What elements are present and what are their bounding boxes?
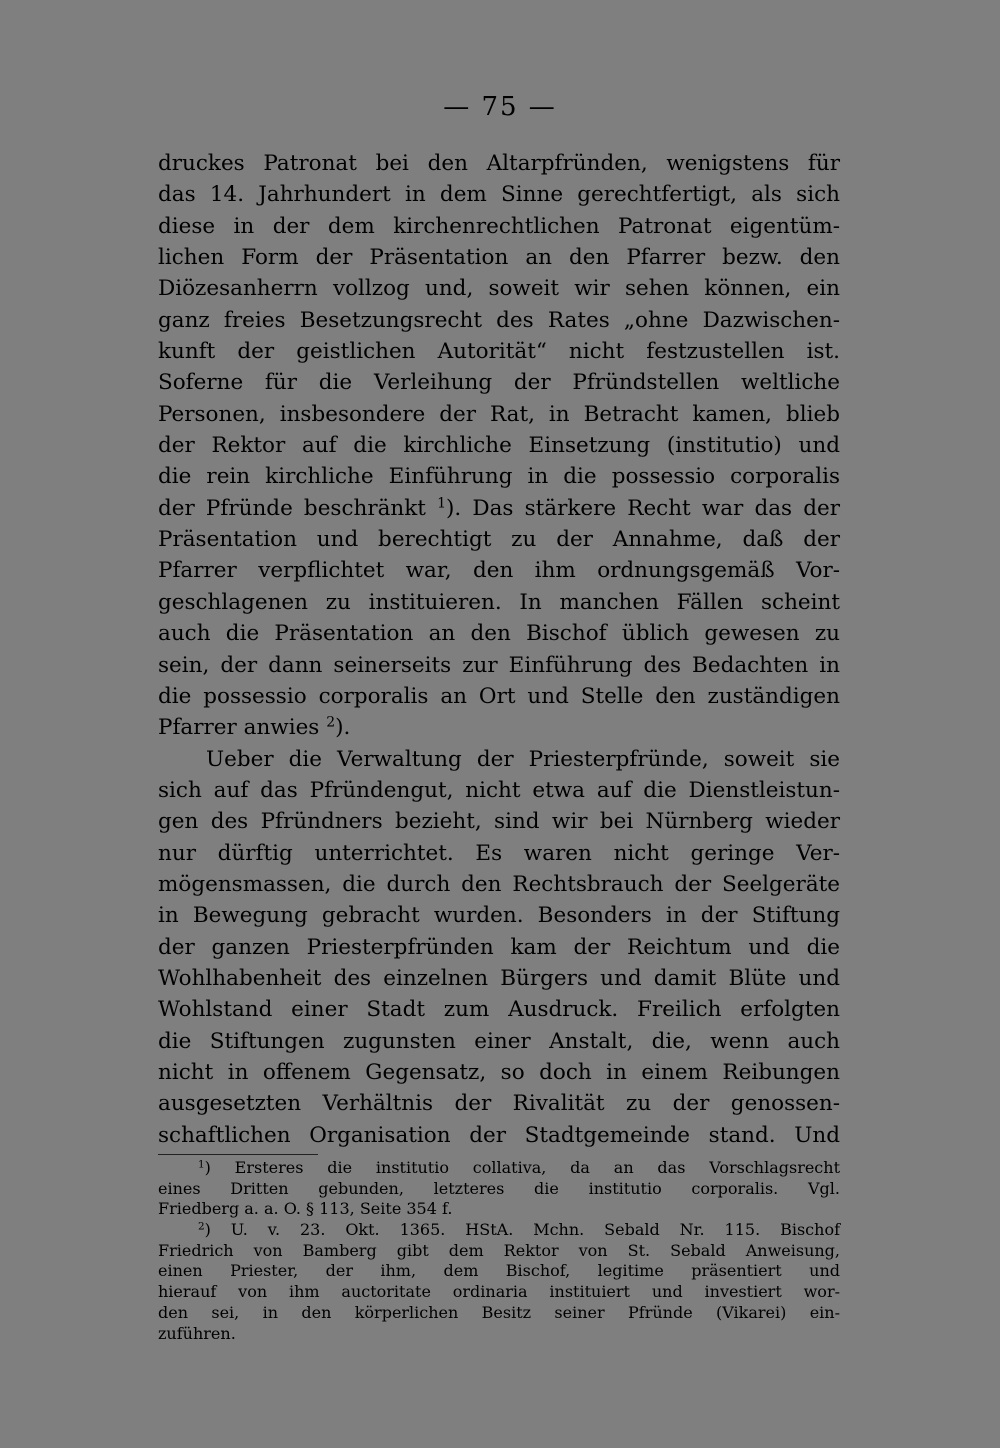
body-line (158, 932, 840, 963)
body-line (158, 555, 840, 586)
line-text: Präsentation und berechtigt zu der Annahme, daß der (158, 527, 840, 553)
body-line (158, 681, 840, 712)
line-text: mögensmassen, die durch den Rechtsbrauch der Seelgeräte (158, 871, 840, 897)
body-line (158, 869, 840, 900)
line-text: der Pfründe beschränkt (158, 495, 426, 521)
footnote-line (158, 1179, 840, 1200)
footnote-line (158, 1241, 840, 1262)
body-text (158, 148, 840, 1151)
body-line (158, 744, 840, 775)
line-text: sich auf das Pfründengut, nicht etwa auf die Dienstleistun- (158, 777, 840, 803)
line-text: ganz freies Besetzungsrecht des Rates „ohne Dazwischen- (158, 307, 840, 333)
line-text: der ganzen Priesterpfründen kam der Reichtum und die (158, 934, 840, 960)
footnote-marker: 1 (198, 1158, 205, 1171)
line-text: Ueber die Verwaltung der Priesterpfründe, soweit sie (206, 746, 840, 772)
line-text: Wohlhabenheit des einzelnen Bürgers und damit Blüte und (158, 965, 840, 991)
line-text: Friedrich von Bamberg gibt dem Rektor von St. Sebald Anweisung, (158, 1240, 840, 1260)
body-line (158, 367, 840, 398)
body-line (158, 900, 840, 931)
line-text: gen des Pfründners bezieht, sind wir bei Nürnberg wieder (158, 809, 840, 835)
line-text: geschlagenen zu instituieren. In manchen Fällen scheint (158, 589, 840, 615)
body-line (158, 838, 840, 869)
body-line (158, 524, 840, 555)
line-text: die Stiftungen zugunsten einer Anstalt, die, wenn auch (158, 1028, 840, 1054)
body-line (158, 650, 840, 681)
line-text: eines Dritten gebunden, letzteres die institutio corporalis. Vgl. (158, 1178, 840, 1198)
line-text: das 14. Jahrhundert in dem Sinne gerechtfertigt, als sich (158, 182, 840, 208)
line-text: sein, der dann seinerseits zur Einführung des Bedachten in (158, 652, 840, 678)
body-line (158, 430, 840, 461)
line-text: zuführen. (158, 1323, 236, 1343)
footnote-text: ) U. v. 23. Okt. 1365. HStA. Mchn. Sebald Nr. 115. Bischof (204, 1220, 840, 1240)
body-line (158, 305, 840, 336)
line-text-continued: ). (335, 715, 351, 741)
line-text: nur dürftig unterrichtet. Es waren nicht geringe Ver- (158, 840, 840, 866)
footnote-line (158, 1282, 840, 1303)
body-line (158, 806, 840, 837)
line-text: lichen Form der Präsentation an den Pfarrer bezw. den (158, 245, 840, 271)
footnote-line (158, 1324, 840, 1345)
body-line (158, 242, 840, 273)
line-text: kunft der geistlichen Autorität“ nicht festzustellen ist. (158, 339, 840, 365)
line-text: den sei, in den körperlichen Besitz seiner Pfründe (Vikarei) ein- (158, 1302, 840, 1322)
line-text: nicht in offenem Gegensatz, so doch in einem Reibungen (158, 1059, 840, 1085)
footnote-line (158, 1261, 840, 1282)
footnote-reference: 2 (326, 714, 336, 731)
footnote-line (158, 1199, 840, 1220)
body-line (158, 994, 840, 1025)
body-line (158, 399, 840, 430)
line-text: Soferne für die Verleihung der Pfründstellen weltliche (158, 370, 840, 396)
body-line (158, 461, 840, 492)
body-line (158, 1057, 840, 1088)
body-line (158, 1088, 840, 1119)
line-text: ausgesetzten Verhältnis der Rivalität zu der genossen- (158, 1091, 840, 1117)
line-text: auch die Präsentation an den Bischof üblich gewesen zu (158, 621, 840, 647)
body-line (158, 1120, 840, 1151)
footnote-line (158, 1303, 840, 1324)
body-line (158, 775, 840, 806)
line-text-continued: ). Das stärkere Recht war das der (446, 495, 840, 521)
body-line (158, 211, 840, 242)
line-text: in Bewegung gebracht wurden. Besonders in der Stiftung (158, 903, 840, 929)
body-line (158, 1026, 840, 1057)
line-text: die rein kirchliche Einführung in die possessio corporalis (158, 464, 840, 490)
line-text: Diözesanherrn vollzog und, soweit wir sehen können, ein (158, 276, 840, 302)
footnote-text: ) Ersteres die institutio collativa, da an das Vorschlagsrecht (204, 1158, 840, 1177)
line-text: druckes Patronat bei den Altarpfründen, wenigstens für (158, 151, 840, 176)
line-text: Personen, insbesondere der Rat, in Betracht kamen, blieb (158, 401, 840, 427)
footnotes (158, 1158, 840, 1344)
body-line (158, 493, 840, 524)
body-line (158, 618, 840, 649)
line-text: der Rektor auf die kirchliche Einsetzung (institutio) und (158, 433, 840, 459)
line-text: Pfarrer anwies (158, 715, 320, 741)
line-text: diese in der dem kirchenrechtlichen Patronat eigentüm- (158, 213, 840, 239)
line-text: Wohlstand einer Stadt zum Ausdruck. Freilich erfolgten (158, 997, 840, 1023)
line-text: einen Priester, der ihm, dem Bischof, legitime präsentiert und (158, 1261, 840, 1281)
line-text: schaftlichen Organisation der Stadtgemeinde stand. Und (158, 1122, 840, 1148)
body-line (158, 336, 840, 367)
footnote-line (158, 1220, 840, 1241)
footnote-marker: 2 (198, 1220, 205, 1233)
body-line (158, 963, 840, 994)
footnote-reference: 1 (437, 495, 446, 512)
line-text: Friedberg a. a. O. § 113, Seite 354 f. (158, 1199, 453, 1219)
line-text: hierauf von ihm auctoritate ordinaria instituiert und investiert wor- (158, 1282, 840, 1302)
line-text: Pfarrer verpflichtet war, den ihm ordnungsgemäß Vor- (158, 558, 840, 584)
body-line (158, 179, 840, 210)
footnote-line (158, 1158, 840, 1179)
footnote-rule (158, 1154, 318, 1155)
body-line (158, 148, 840, 179)
body-line (158, 712, 840, 743)
page-number: — 75 — (443, 92, 557, 122)
body-line (158, 273, 840, 304)
body-line (158, 587, 840, 618)
line-text: die possessio corporalis an Ort und Stelle den zuständigen (158, 683, 840, 709)
